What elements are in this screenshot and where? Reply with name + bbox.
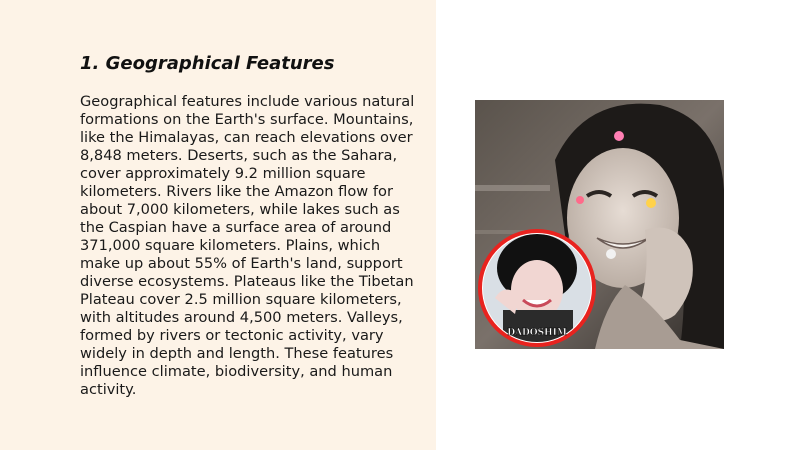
inset-caption: DADOSHIM bbox=[507, 328, 567, 338]
photo-illustration bbox=[475, 100, 724, 349]
section-heading: 1. Geographical Features bbox=[80, 53, 335, 74]
section-paragraph: Geographical features include various natural formations on the Earth's surface. Mountains, like the Himalayas, can reach elevations over 8,848 meters. Deserts, such as the Sahara, cover approximately 9.2 million square kilometers. Rivers like the Amazon flow for about 7,000 kilometers, while lakes such as the Caspian have a surface area of around 371,000 square kilometers. Plains, which make up about 55% of Earth's land, support diverse ecosystems. Plateaus like the Tibetan Plateau cover 2.5 million square kilometers, with altitudes around 4,500 meters. Valleys, formed by rivers or tectonic activity, vary widely in depth and length. These features influence climate, biodiversity, and human activity. bbox=[80, 93, 415, 398]
photo bbox=[475, 100, 724, 349]
